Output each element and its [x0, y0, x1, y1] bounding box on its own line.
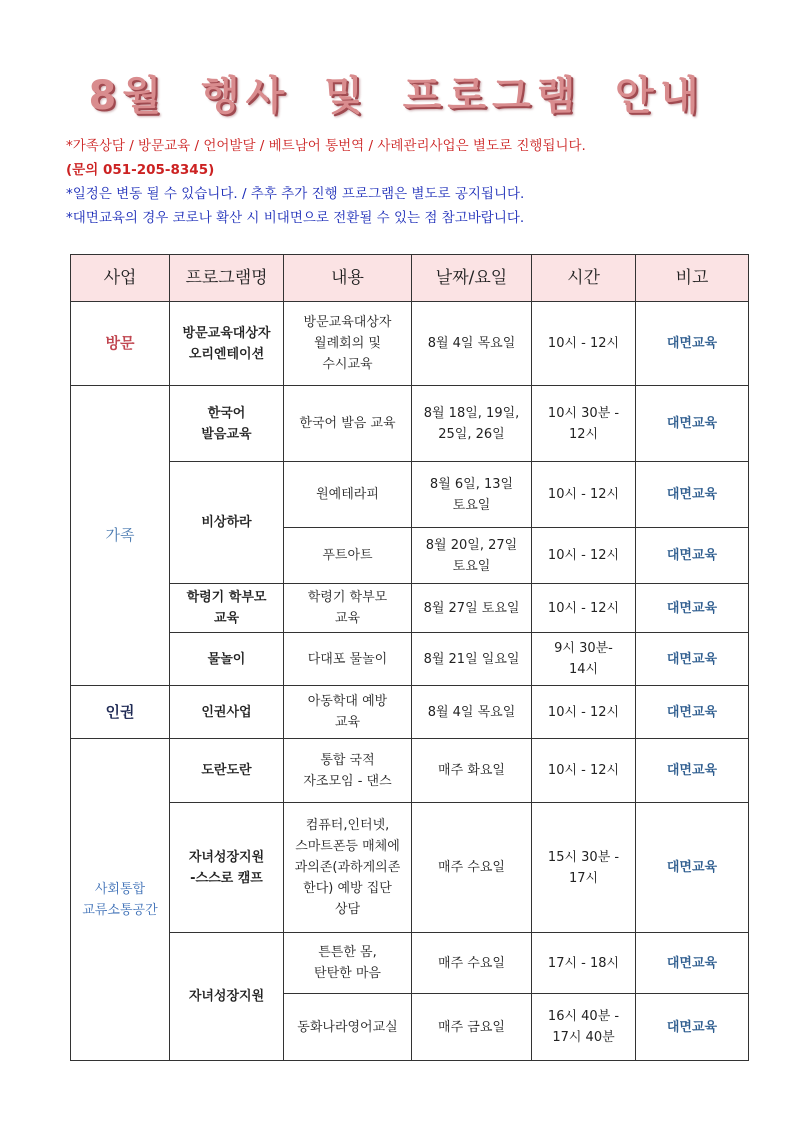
time-cell: 10시 - 12시	[532, 686, 636, 739]
notice-line-2: *일정은 변동 될 수 있습니다. / 추후 추가 진행 프로그램은 별도로 공지됩니다.	[66, 186, 525, 202]
table-row	[71, 462, 749, 528]
time-cell: 9시 30분- 14시	[532, 633, 636, 686]
table-row	[71, 739, 749, 803]
note-cell: 대면교육	[636, 994, 749, 1061]
header-content: 내용	[284, 255, 412, 302]
notice-line-3: *대면교육의 경우 코로나 확산 시 비대면으로 전환될 수 있는 점 참고바랍니다.	[66, 210, 525, 226]
date-cell: 8월 4일 목요일	[412, 686, 532, 739]
date-cell: 8월 4일 목요일	[412, 302, 532, 386]
time-cell: 15시 30분 - 17시	[532, 803, 636, 933]
content-cell: 통합 국적 자조모임 - 댄스	[284, 739, 412, 803]
program-cell: 비상하라	[170, 462, 284, 584]
notice-line-1: *가족상담 / 방문교육 / 언어발달 / 베트남어 통번역 / 사례관리사업은 별도로 진행됩니다.	[66, 138, 586, 154]
date-cell: 8월 6일, 13일 토요일	[412, 462, 532, 528]
content-cell: 동화나라영어교실	[284, 994, 412, 1061]
time-cell: 10시 - 12시	[532, 462, 636, 528]
table-row	[71, 386, 749, 462]
contact-line: (문의 051-205-8345)	[66, 162, 215, 178]
table-row	[71, 933, 749, 994]
table-row	[71, 686, 749, 739]
time-cell: 10시 - 12시	[532, 739, 636, 803]
date-cell: 매주 금요일	[412, 994, 532, 1061]
header-note: 비고	[636, 255, 749, 302]
notice-block	[66, 134, 746, 230]
note-cell: 대면교육	[636, 462, 749, 528]
page-title: 8월 행사 및 프로그램 안내	[88, 73, 705, 119]
schedule-table	[70, 254, 749, 1061]
table-header-row	[71, 255, 749, 302]
note-cell: 대면교육	[636, 386, 749, 462]
content-cell: 아동학대 예방 교육	[284, 686, 412, 739]
category-cell: 사회통합 교류소통공간	[71, 739, 170, 1061]
note-cell: 대면교육	[636, 584, 749, 633]
note-cell: 대면교육	[636, 302, 749, 386]
date-cell: 8월 20일, 27일 토요일	[412, 528, 532, 584]
content-cell: 원예테라피	[284, 462, 412, 528]
date-cell: 매주 화요일	[412, 739, 532, 803]
date-cell: 8월 21일 일요일	[412, 633, 532, 686]
program-cell: 방문교육대상자 오리엔테이션	[170, 302, 284, 386]
program-cell: 물놀이	[170, 633, 284, 686]
time-cell: 16시 40분 - 17시 40분	[532, 994, 636, 1061]
date-cell: 8월 27일 토요일	[412, 584, 532, 633]
date-cell: 매주 수요일	[412, 803, 532, 933]
time-cell: 17시 - 18시	[532, 933, 636, 994]
content-cell: 다대포 물놀이	[284, 633, 412, 686]
header-program: 프로그램명	[170, 255, 284, 302]
program-cell: 자녀성장지원	[170, 933, 284, 1061]
header-category: 사업	[71, 255, 170, 302]
program-cell: 학령기 학부모 교육	[170, 584, 284, 633]
content-cell: 푸트아트	[284, 528, 412, 584]
time-cell: 10시 - 12시	[532, 584, 636, 633]
program-cell: 인권사업	[170, 686, 284, 739]
note-cell: 대면교육	[636, 803, 749, 933]
date-cell: 매주 수요일	[412, 933, 532, 994]
table-row	[71, 302, 749, 386]
time-cell: 10시 30분 - 12시	[532, 386, 636, 462]
note-cell: 대면교육	[636, 686, 749, 739]
note-cell: 대면교육	[636, 933, 749, 994]
table-row	[71, 584, 749, 633]
time-cell: 10시 - 12시	[532, 302, 636, 386]
category-cell: 방문	[71, 302, 170, 386]
note-cell: 대면교육	[636, 528, 749, 584]
note-cell: 대면교육	[636, 633, 749, 686]
content-cell: 컴퓨터,인터넷, 스마트폰등 매체에 과의존(과하게의존 한다) 예방 집단 상담	[284, 803, 412, 933]
header-date: 날짜/요일	[412, 255, 532, 302]
table-row	[71, 803, 749, 933]
time-cell: 10시 - 12시	[532, 528, 636, 584]
category-cell: 인권	[71, 686, 170, 739]
date-cell: 8월 18일, 19일, 25일, 26일	[412, 386, 532, 462]
content-cell: 학령기 학부모 교육	[284, 584, 412, 633]
content-cell: 한국어 발음 교육	[284, 386, 412, 462]
note-cell: 대면교육	[636, 739, 749, 803]
content-cell: 튼튼한 몸, 탄탄한 마음	[284, 933, 412, 994]
program-cell: 한국어 발음교육	[170, 386, 284, 462]
content-cell: 방문교육대상자 월례회의 및 수시교육	[284, 302, 412, 386]
program-cell: 도란도란	[170, 739, 284, 803]
header-time: 시간	[532, 255, 636, 302]
category-cell: 가족	[71, 386, 170, 686]
table-row	[71, 633, 749, 686]
program-cell: 자녀성장지원 -스스로 캠프	[170, 803, 284, 933]
